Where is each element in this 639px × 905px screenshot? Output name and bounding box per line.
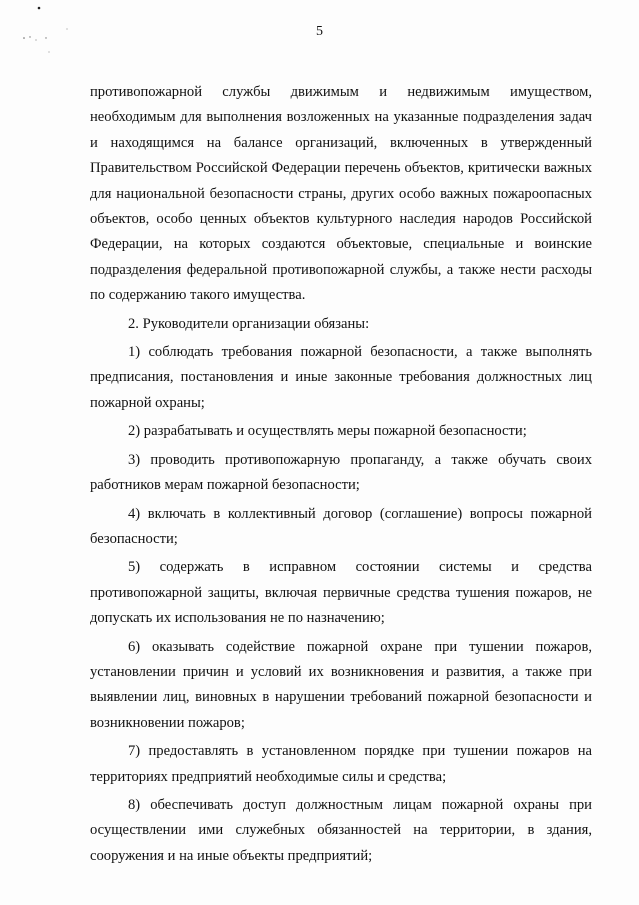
list-item-5: 5) содержать в исправном состоянии системы и средства противопожарной защиты, включая первичные средства тушения пожаров, не допускать их использования не по назначению;: [90, 559, 592, 627]
document-body: [90, 80, 592, 869]
paragraph-continuation: противопожарной службы движимым и недвижимым имуществом, необходимым для выполнения возложенных на указанные подразделения задач и находящимся на балансе организаций, включенных в утвержденный Правительством Российской Федерации перечень объектов, критически важных для национальной безопасности страны, других особо важных пожароопасных объектов, особо ценных объектов культурного наследия народов Российской Федерации, на которых создаются объектовые, специальные и воинские подразделения федеральной противопожарной службы, а также нести расходы по содержанию такого имущества.: [90, 84, 592, 304]
list-item-1: 1) соблюдать требования пожарной безопасности, а также выполнять предписания, постановления и иные законные требования должностных лиц пожарной охраны;: [90, 344, 592, 411]
list-item-3: 3) проводить противопожарную пропаганду, а также обучать своих работников мерам пожарной безопасности;: [90, 451, 592, 494]
list-item-4: 4) включать в коллективный договор (соглашение) вопросы пожарной безопасности;: [90, 505, 592, 547]
list-item-7: 7) предоставлять в установленном порядке при тушении пожаров на территориях предприятий необходимые силы и средства;: [90, 743, 592, 785]
page-number: 5: [316, 24, 323, 39]
list-item-6: 6) оказывать содействие пожарной охране при тушении пожаров, установлении причин и условий их возникновения и развития, а также при выявлении лиц, виновных в нарушении требований пожарной безопасности и возникновении пожаров;: [90, 638, 592, 731]
list-item-2: 2) разрабатывать и осуществлять меры пожарной безопасности;: [128, 423, 527, 440]
section-heading-2: 2. Руководители организации обязаны:: [128, 315, 370, 332]
list-item-8: 8) обеспечивать доступ должностным лицам пожарной охраны при осуществлении ими служебных обязанностей на территории, в здания, сооружения и на иные объекты предприятий;: [90, 796, 592, 864]
